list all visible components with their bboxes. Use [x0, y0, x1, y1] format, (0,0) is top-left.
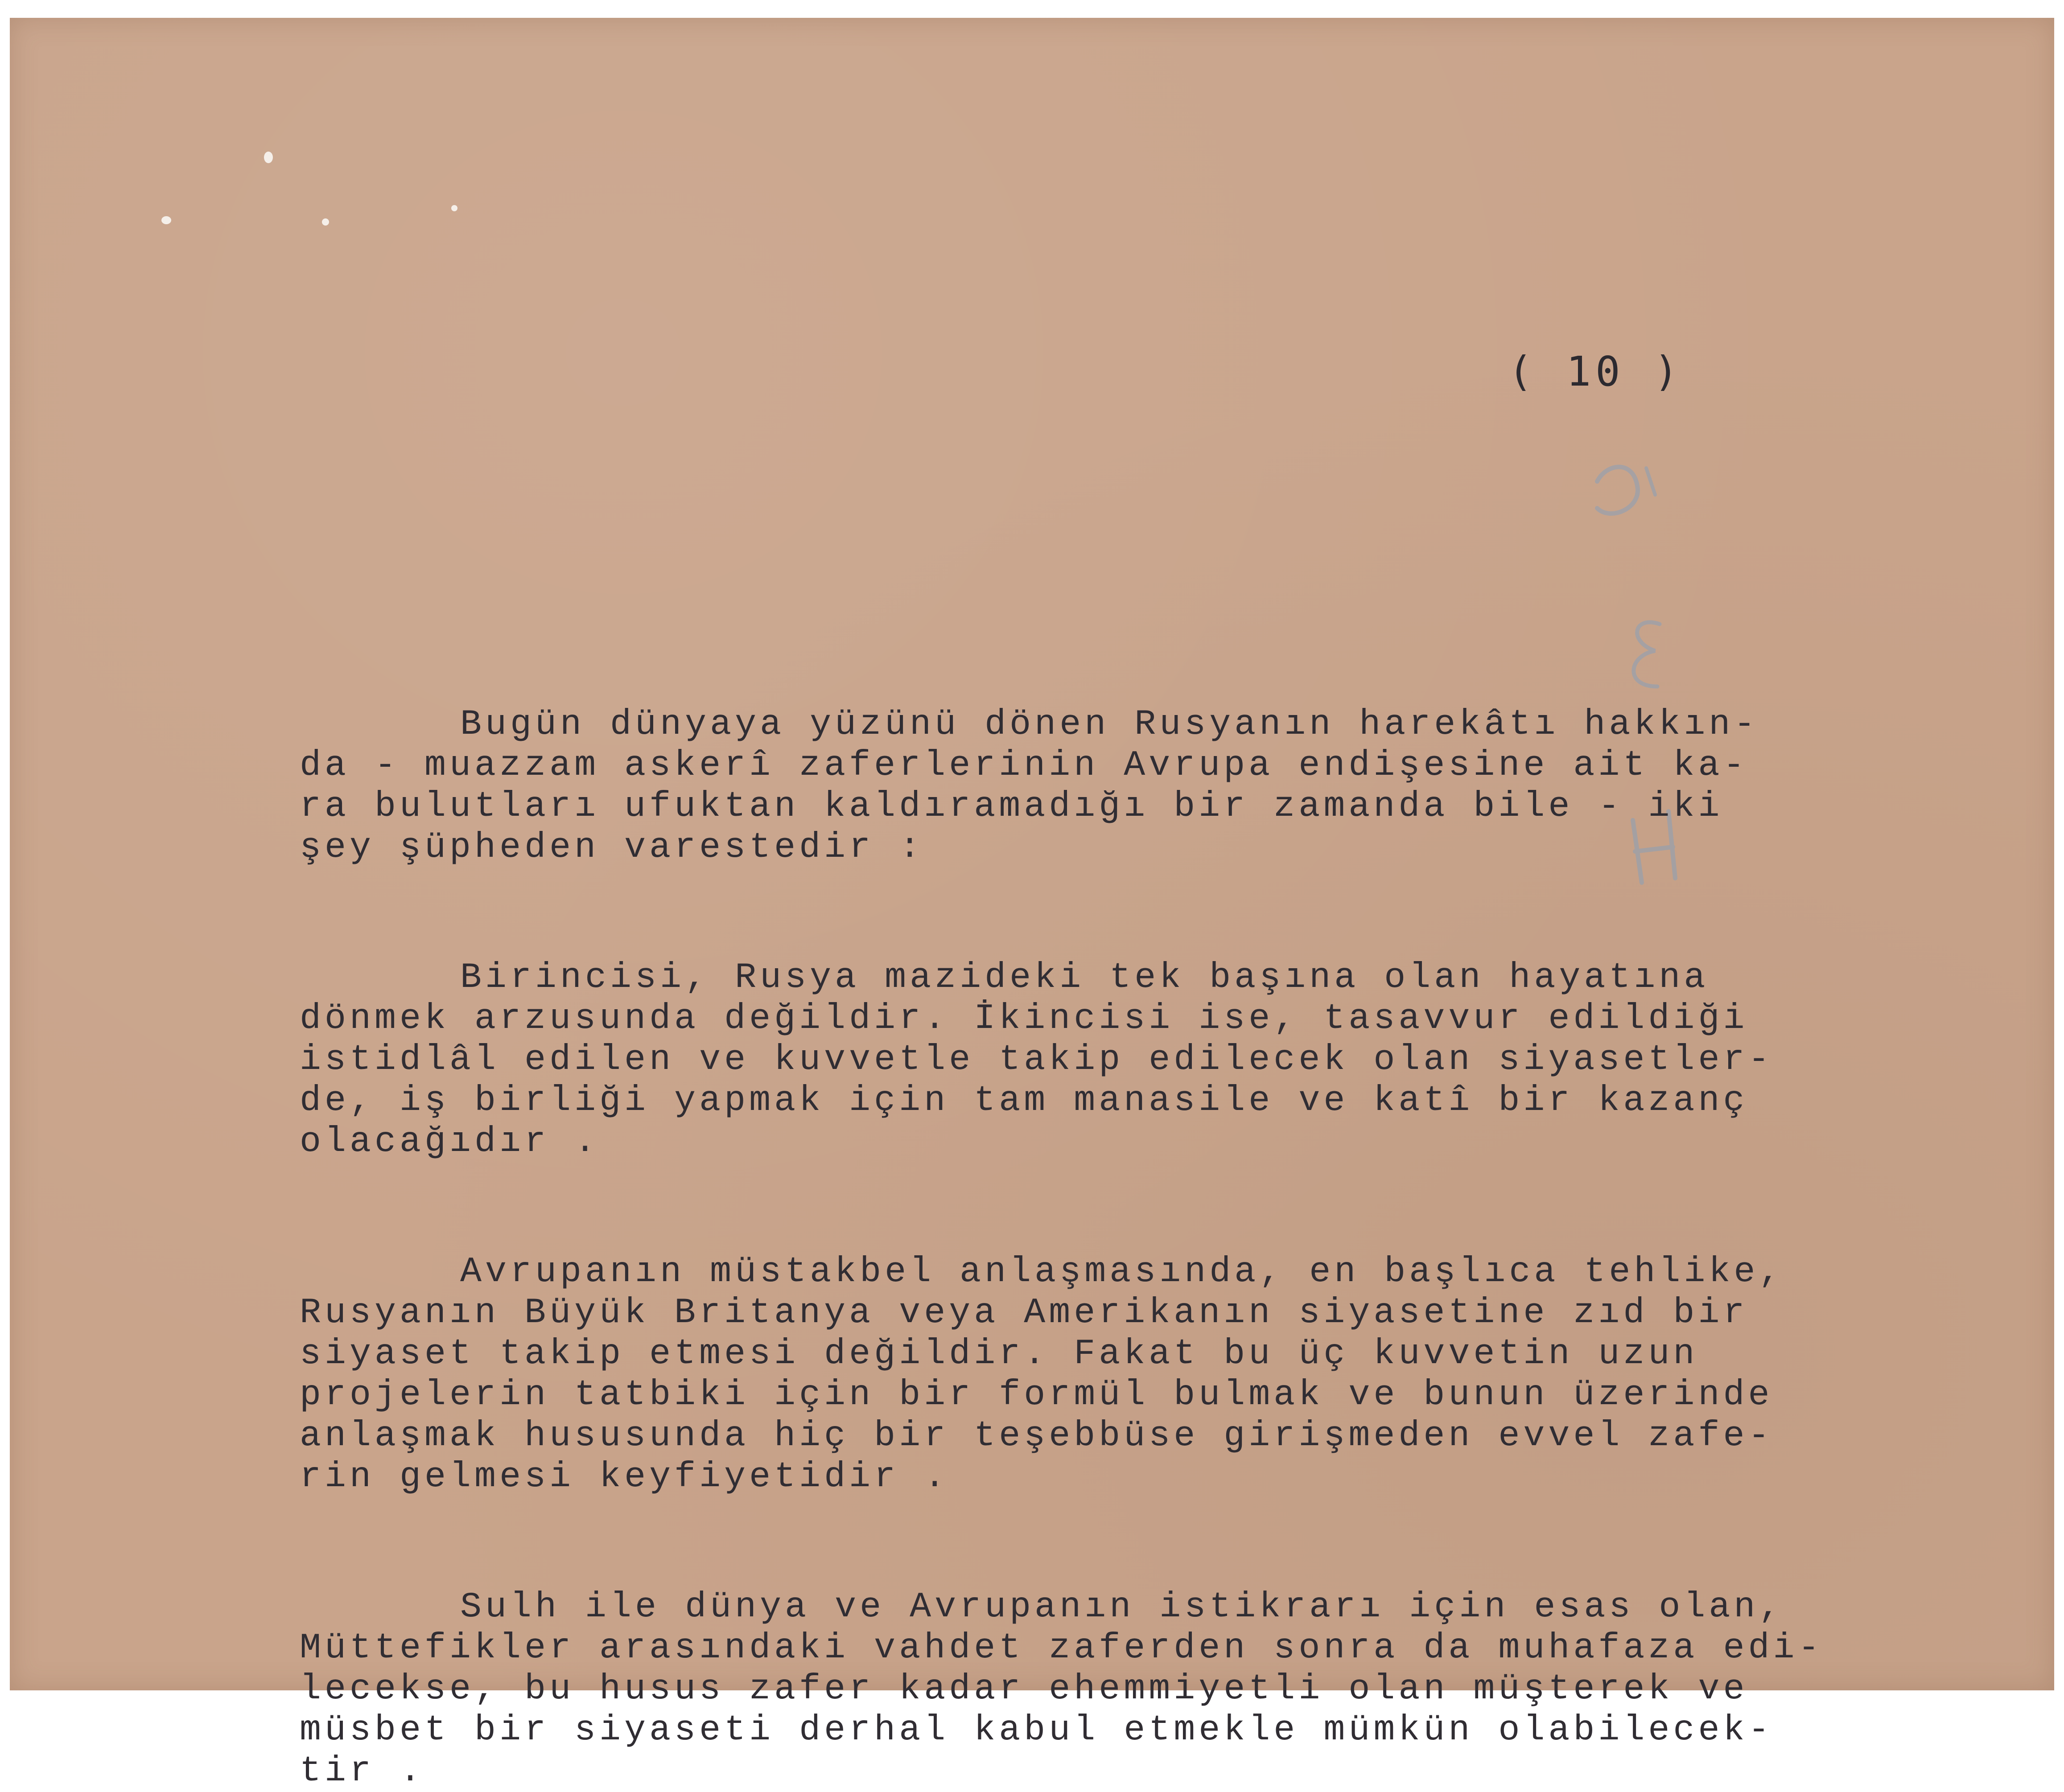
- text-line: projelerin tatbiki için bir formül bulmak ve bunun üzerinde: [300, 1375, 1773, 1415]
- text-line: Sulh ile dünya ve Avrupanın istikrarı için esas olan,: [460, 1587, 1784, 1628]
- text-line: anlaşmak hususunda hiç bir teşebbüse girişmeden evvel zafe-: [300, 1416, 1773, 1456]
- text-line: olacağıdır .: [300, 1122, 600, 1162]
- text-line: tir .: [300, 1751, 425, 1792]
- text-line: şey şüpheden varestedir :: [300, 827, 924, 868]
- paragraph-2: [300, 958, 1949, 1163]
- text-line: Müttefikler arasındaki vahdet zaferden sonra da muhafaza edi-: [300, 1628, 1823, 1669]
- text-line: müsbet bir siyaseti derhal kabul etmekle mümkün olabilecek-: [300, 1710, 1773, 1751]
- text-line: Birincisi, Rusya mazideki tek başına olan hayatına: [460, 958, 1709, 998]
- text-line: de, iş birliği yapmak için tam manasile ve katî bir kazanç: [300, 1081, 1748, 1121]
- text-line: Rusyanın Büyük Britanya veya Amerikanın siyasetine zıd bir: [300, 1293, 1748, 1333]
- text-line: Bugün dünyaya yüzünü dönen Rusyanın harekâtı hakkın-: [460, 704, 1759, 745]
- text-line: lecekse, bu husus zafer kadar ehemmiyetli olan müşterek ve: [300, 1669, 1748, 1710]
- text-line: siyaset takip etmesi değildir. Fakat bu üç kuvvetin uzun: [300, 1334, 1698, 1374]
- text-line: rin gelmesi keyfiyetidir .: [300, 1457, 949, 1497]
- paper-speck: [264, 152, 273, 163]
- paper-speck: [161, 216, 171, 224]
- typewritten-page: [10, 18, 2054, 1792]
- paragraph-1: [300, 704, 1949, 868]
- page-number: ( 10 ): [1508, 348, 1683, 395]
- text-line: istidlâl edilen ve kuvvetle takip edilecek olan siyasetler-: [300, 1040, 1773, 1080]
- paper-speck: [322, 218, 329, 226]
- typed-body-text: [300, 704, 1949, 1792]
- text-line: da - muazzam askerî zaferlerinin Avrupa endişesine ait ka-: [300, 745, 1748, 786]
- paper-speck: [451, 205, 457, 211]
- text-line: ra bulutları ufuktan kaldıramadığı bir zamanda bile - iki: [300, 786, 1723, 827]
- paragraph-3: [300, 1252, 1949, 1498]
- text-line: Avrupanın müstakbel anlaşmasında, en başlıca tehlike,: [460, 1252, 1784, 1292]
- text-line: dönmek arzusunda değildir. İkincisi ise, tasavvur edildiği: [300, 999, 1748, 1039]
- paragraph-4: [300, 1587, 1949, 1792]
